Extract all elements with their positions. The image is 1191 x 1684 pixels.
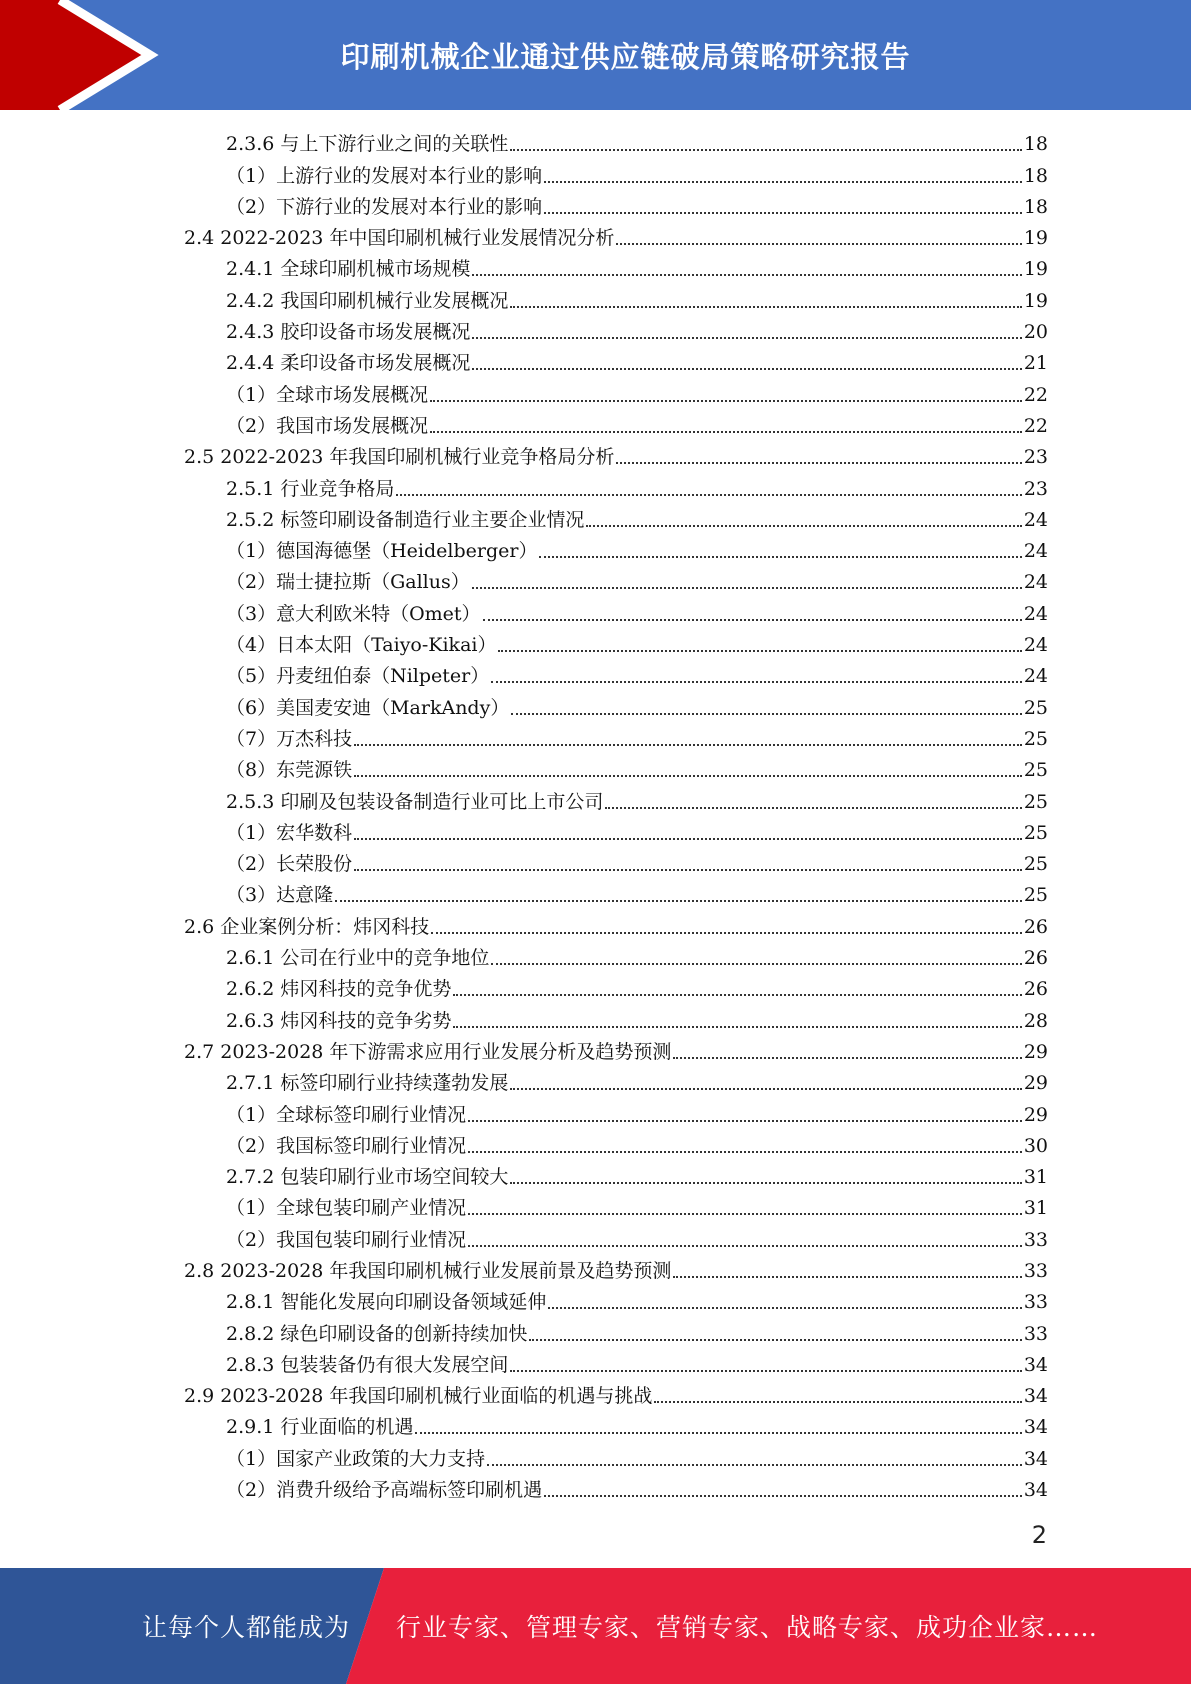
toc-entry[interactable] [184, 1348, 1048, 1379]
toc-leader-dots [468, 1151, 1022, 1153]
toc-entry-page: 19 [1023, 289, 1048, 312]
toc-entry[interactable] [184, 1254, 1048, 1285]
toc-entry-page: 34 [1023, 1416, 1048, 1439]
toc-entry-title: 2.8.2 绿色印刷设备的创新持续加快 [226, 1322, 528, 1345]
toc-entry-title: （2）我国标签印刷行业情况 [226, 1134, 467, 1157]
toc-leader-dots [548, 1307, 1021, 1309]
toc-entry[interactable] [184, 377, 1048, 408]
toc-entry-page: 22 [1023, 414, 1048, 437]
toc-entry-page: 24 [1023, 508, 1048, 531]
toc-entry-page: 26 [1023, 947, 1048, 970]
toc-entry-title: （5）丹麦纽伯泰（Nilpeter） [226, 665, 490, 688]
toc-leader-dots [354, 744, 1022, 746]
toc-entry-title: （1）全球标签印刷行业情况 [226, 1103, 467, 1126]
header-arrow-red [0, 0, 150, 110]
footer-slogan-left: 让每个人都能成为 [142, 1613, 351, 1642]
toc-leader-dots [472, 587, 1022, 589]
toc-entry-title: 2.6.1 公司在行业中的竞争地位 [226, 947, 490, 970]
toc-leader-dots [472, 368, 1021, 370]
toc-entry-page: 18 [1023, 195, 1048, 218]
toc-leader-dots [544, 212, 1022, 214]
toc-leader-dots [468, 1120, 1022, 1122]
toc-leader-dots [510, 1182, 1021, 1184]
toc-leader-dots [354, 775, 1022, 777]
toc-entry-title: （8）东莞源铁 [226, 759, 353, 782]
toc-entry-title: 2.5.3 印刷及包装设备制造行业可比上市公司 [226, 790, 604, 813]
toc-entry-title: 2.4.1 全球印刷机械市场规模 [226, 258, 471, 281]
toc-entry-page: 18 [1023, 133, 1048, 156]
toc-entry-title: 2.8.3 包装装备仍有很大发展空间 [226, 1353, 509, 1376]
toc-entry-title: 2.7.2 包装印刷行业市场空间较大 [226, 1166, 509, 1189]
toc-entry-title: 2.4.3 胶印设备市场发展概况 [226, 321, 471, 344]
toc-entry[interactable] [184, 690, 1048, 721]
toc-leader-dots [354, 869, 1022, 871]
toc-entry[interactable] [184, 722, 1048, 753]
page-footer [0, 1568, 1191, 1684]
toc-leader-dots [498, 650, 1021, 652]
toc-entry[interactable] [184, 346, 1048, 377]
toc-entry[interactable] [184, 158, 1048, 189]
toc-entry-page: 34 [1023, 1479, 1048, 1502]
toc-leader-dots [544, 1495, 1022, 1497]
toc-leader-dots [491, 963, 1021, 965]
toc-entry-page: 29 [1023, 1103, 1048, 1126]
toc-entry-page: 23 [1023, 446, 1048, 469]
toc-entry[interactable] [184, 878, 1048, 909]
toc-entry[interactable] [184, 565, 1048, 596]
toc-entry[interactable] [184, 941, 1048, 972]
toc-entry-page: 25 [1023, 821, 1048, 844]
toc-entry[interactable] [184, 1316, 1048, 1347]
toc-entry-page: 33 [1023, 1291, 1048, 1314]
toc-entry-page: 24 [1023, 665, 1048, 688]
toc-entry-title: 2.6.2 炜冈科技的竞争优势 [226, 978, 452, 1001]
toc-entry-title: （1）全球包装印刷产业情况 [226, 1197, 467, 1220]
toc-entry-page: 31 [1023, 1166, 1048, 1189]
toc-entry[interactable] [184, 816, 1048, 847]
toc-entry-title: （1）国家产业政策的大力支持 [226, 1447, 486, 1470]
toc-leader-dots [430, 400, 1022, 402]
toc-entry[interactable] [184, 1035, 1048, 1066]
toc-entry-title: 2.4.4 柔印设备市场发展概况 [226, 352, 471, 375]
toc-entry[interactable] [184, 1379, 1048, 1410]
toc-leader-dots [510, 306, 1021, 308]
toc-entry-title: 2.6 企业案例分析：炜冈科技 [184, 915, 430, 938]
toc-entry-title: 2.4.2 我国印刷机械行业发展概况 [226, 289, 509, 312]
toc-entry[interactable] [184, 753, 1048, 784]
toc-entry-page: 31 [1023, 1197, 1048, 1220]
toc-entry[interactable] [184, 252, 1048, 283]
toc-entry-title: 2.5 2022-2023 年我国印刷机械行业竞争格局分析 [184, 446, 615, 469]
toc-leader-dots [511, 713, 1021, 715]
toc-leader-dots [430, 431, 1022, 433]
toc-entry-page: 28 [1023, 1009, 1048, 1032]
page-header [0, 0, 1191, 110]
toc-entry-title: （1）上游行业的发展对本行业的影响 [226, 164, 543, 187]
toc-entry-title: （2）下游行业的发展对本行业的影响 [226, 195, 543, 218]
toc-entry-page: 19 [1023, 227, 1048, 250]
toc-entry-page: 24 [1023, 540, 1048, 563]
page-number: 2 [1031, 1521, 1047, 1549]
toc-entry-title: 2.3.6 与上下游行业之间的关联性 [226, 133, 509, 156]
toc-entry-page: 33 [1023, 1322, 1048, 1345]
toc-entry[interactable] [184, 1003, 1048, 1034]
toc-entry[interactable] [184, 221, 1048, 252]
toc-entry-title: 2.9 2023-2028 年我国印刷机械行业面临的机遇与挑战 [184, 1385, 653, 1408]
toc-entry[interactable] [184, 1222, 1048, 1253]
toc-entry-title: 2.5.1 行业竞争格局 [226, 477, 395, 500]
toc-entry-page: 24 [1023, 634, 1048, 657]
toc-leader-dots [673, 1276, 1021, 1278]
toc-entry-title: 2.5.2 标签印刷设备制造行业主要企业情况 [226, 508, 585, 531]
footer-slogan-right: 行业专家、管理专家、营销专家、战略专家、成功企业家…… [396, 1613, 1099, 1642]
toc-entry-page: 19 [1023, 258, 1048, 281]
toc-entry-title: 2.8 2023-2028 年我国印刷机械行业发展前景及趋势预测 [184, 1259, 672, 1282]
toc-entry-page: 24 [1023, 571, 1048, 594]
toc-leader-dots [654, 1401, 1021, 1403]
toc-entry[interactable] [184, 1191, 1048, 1222]
toc-entry[interactable] [184, 1097, 1048, 1128]
toc-entry-title: 2.7.1 标签印刷行业持续蓬勃发展 [226, 1072, 509, 1095]
toc-entry[interactable] [184, 1066, 1048, 1097]
toc-entry-title: （2）长荣股份 [226, 853, 353, 876]
toc-entry-title: 2.8.1 智能化发展向印刷设备领域延伸 [226, 1291, 547, 1314]
toc-entry-title: （3）意大利欧米特（Omet） [226, 602, 481, 625]
toc-entry-page: 26 [1023, 978, 1048, 1001]
toc-leader-dots [539, 556, 1021, 558]
toc-entry[interactable] [184, 440, 1048, 471]
toc-entry[interactable] [184, 596, 1048, 627]
toc-entry-page: 25 [1023, 853, 1048, 876]
toc-entry-title: （1）宏华数科 [226, 821, 353, 844]
toc-entry[interactable] [184, 659, 1048, 690]
toc-entry-title: 2.9.1 行业面临的机遇 [226, 1416, 414, 1439]
toc-leader-dots [510, 149, 1021, 151]
toc-entry-page: 33 [1023, 1259, 1048, 1282]
toc-entry-page: 30 [1023, 1134, 1048, 1157]
toc-entry-page: 23 [1023, 477, 1048, 500]
toc-leader-dots [616, 462, 1021, 464]
toc-leader-dots [483, 619, 1022, 621]
toc-leader-dots [472, 337, 1021, 339]
toc-entry-page: 29 [1023, 1040, 1048, 1063]
toc-entry[interactable] [184, 127, 1048, 158]
toc-leader-dots [605, 807, 1021, 809]
toc-entry[interactable] [184, 972, 1048, 1003]
toc-entry-page: 20 [1023, 321, 1048, 344]
toc-leader-dots [510, 1370, 1021, 1372]
toc-entry[interactable] [184, 409, 1048, 440]
toc-entry-page: 26 [1023, 915, 1048, 938]
toc-entry-page: 34 [1023, 1447, 1048, 1470]
toc-entry[interactable] [184, 1441, 1048, 1472]
toc-entry[interactable] [184, 1473, 1048, 1504]
toc-leader-dots [431, 932, 1022, 934]
toc-entry[interactable] [184, 1160, 1048, 1191]
toc-leader-dots [415, 1432, 1021, 1434]
toc-entry-title: 2.7 2023-2028 年下游需求应用行业发展分析及趋势预测 [184, 1040, 672, 1063]
table-of-contents [184, 127, 1048, 1504]
toc-entry-page: 24 [1023, 602, 1048, 625]
toc-leader-dots [616, 243, 1021, 245]
toc-entry[interactable] [184, 1285, 1048, 1316]
toc-entry[interactable] [184, 471, 1048, 502]
toc-entry[interactable] [184, 503, 1048, 534]
toc-entry-page: 25 [1023, 759, 1048, 782]
toc-entry-page: 29 [1023, 1072, 1048, 1095]
toc-entry-page: 33 [1023, 1228, 1048, 1251]
toc-entry-title: （2）瑞士捷拉斯（Gallus） [226, 571, 470, 594]
toc-leader-dots [453, 1026, 1021, 1028]
toc-entry-title: （2）我国市场发展概况 [226, 414, 429, 437]
toc-entry-title: （7）万杰科技 [226, 727, 353, 750]
toc-entry[interactable] [184, 909, 1048, 940]
toc-entry[interactable] [184, 784, 1048, 815]
report-title: 印刷机械企业通过供应链破局策略研究报告 [340, 39, 911, 74]
toc-leader-dots [396, 494, 1021, 496]
toc-leader-dots [354, 838, 1022, 840]
toc-entry-title: （4）日本太阳（Taiyo-Kikai） [226, 634, 497, 657]
toc-entry[interactable] [184, 534, 1048, 565]
toc-entry-title: （1）全球市场发展概况 [226, 383, 429, 406]
toc-entry-title: （3）达意隆 [226, 884, 334, 907]
toc-entry-title: （2）消费升级给予高端标签印刷机遇 [226, 1479, 543, 1502]
toc-entry-page: 34 [1023, 1353, 1048, 1376]
toc-entry-title: 2.4 2022-2023 年中国印刷机械行业发展情况分析 [184, 227, 615, 250]
toc-leader-dots [510, 1088, 1021, 1090]
toc-leader-dots [586, 525, 1021, 527]
toc-leader-dots [487, 1464, 1022, 1466]
toc-entry-page: 25 [1023, 727, 1048, 750]
toc-entry[interactable] [184, 847, 1048, 878]
toc-entry-page: 22 [1023, 383, 1048, 406]
toc-leader-dots [472, 274, 1021, 276]
toc-entry-page: 21 [1023, 352, 1048, 375]
toc-entry-page: 25 [1023, 884, 1048, 907]
toc-entry-page: 18 [1023, 164, 1048, 187]
toc-leader-dots [544, 181, 1022, 183]
toc-leader-dots [673, 1057, 1021, 1059]
toc-entry[interactable] [184, 1129, 1048, 1160]
toc-entry[interactable] [184, 283, 1048, 314]
toc-entry[interactable] [184, 1410, 1048, 1441]
toc-entry-page: 25 [1023, 696, 1048, 719]
toc-leader-dots [529, 1339, 1021, 1341]
toc-entry-title: 2.6.3 炜冈科技的竞争劣势 [226, 1009, 452, 1032]
toc-leader-dots [468, 1245, 1022, 1247]
toc-entry-title: （6）美国麦安迪（MarkAndy） [226, 696, 510, 719]
toc-leader-dots [453, 994, 1021, 996]
toc-entry-title: （1）德国海德堡（Heidelberger） [226, 540, 538, 563]
toc-entry[interactable] [184, 315, 1048, 346]
toc-leader-dots [335, 900, 1022, 902]
toc-leader-dots [468, 1213, 1022, 1215]
toc-entry[interactable] [184, 628, 1048, 659]
toc-entry[interactable] [184, 190, 1048, 221]
toc-entry-title: （2）我国包装印刷行业情况 [226, 1228, 467, 1251]
toc-entry-page: 25 [1023, 790, 1048, 813]
toc-entry-page: 34 [1023, 1385, 1048, 1408]
toc-leader-dots [491, 681, 1022, 683]
